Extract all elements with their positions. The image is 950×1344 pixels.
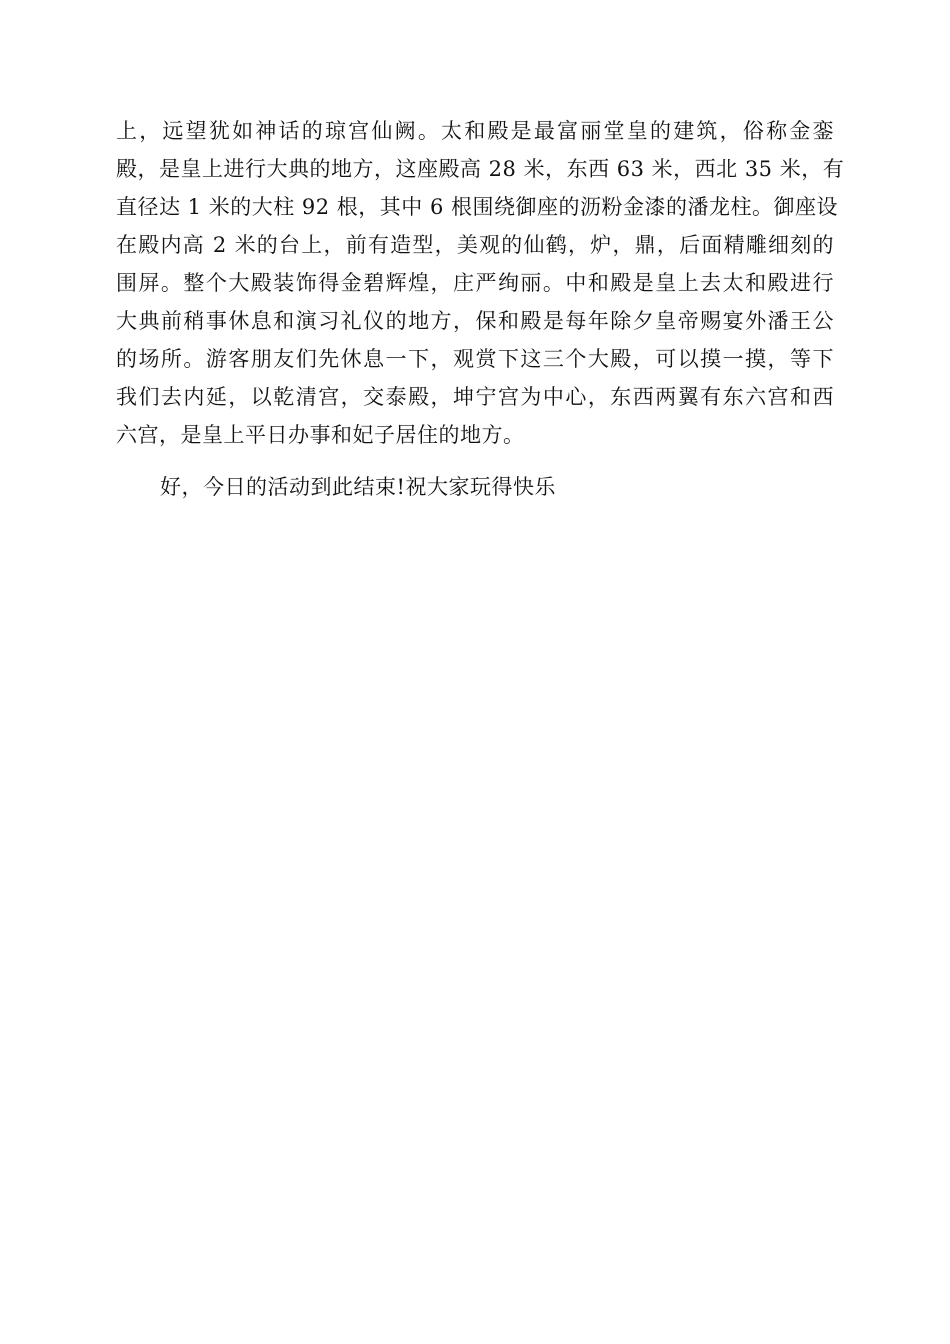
- paragraph-line: 我们去内延，以乾清宫，交泰殿，坤宁宫为中心，东西两翼有东六宫和西: [116, 385, 834, 409]
- paragraph-line: 上，远望犹如神话的琼宫仙阙。太和殿是最富丽堂皇的建筑，俗称金銮: [116, 119, 834, 143]
- paragraph-line: 的场所。游客朋友们先休息一下，观赏下这三个大殿，可以摸一摸，等下: [116, 347, 834, 371]
- paragraph-line: 大典前稍事休息和演习礼仪的地方，保和殿是每年除夕皇帝赐宴外潘王公: [116, 309, 834, 333]
- paragraph-spacer: [116, 454, 834, 468]
- closing-paragraph: 好，今日的活动到此结束!祝大家玩得快乐: [160, 475, 556, 499]
- document-body: [116, 112, 845, 506]
- paragraph-line: 在殿内高 2 米的台上，前有造型，美观的仙鹤，炉，鼎，后面精雕细刻的: [116, 233, 834, 257]
- paragraph-line: 六宫，是皇上平日办事和妃子居住的地方。: [116, 423, 525, 447]
- paragraph-line: 殿，是皇上进行大典的地方，这座殿高 28 米，东西 63 米，西北 35 米，有: [116, 157, 845, 181]
- body-paragraph: [116, 112, 845, 454]
- paragraph-line: 围屏。整个大殿装饰得金碧辉煌，庄严绚丽。中和殿是皇上去太和殿进行: [116, 271, 834, 295]
- paragraph-line: 直径达 1 米的大柱 92 根，其中 6 根围绕御座的沥粉金漆的潘龙柱。御座设: [116, 195, 838, 219]
